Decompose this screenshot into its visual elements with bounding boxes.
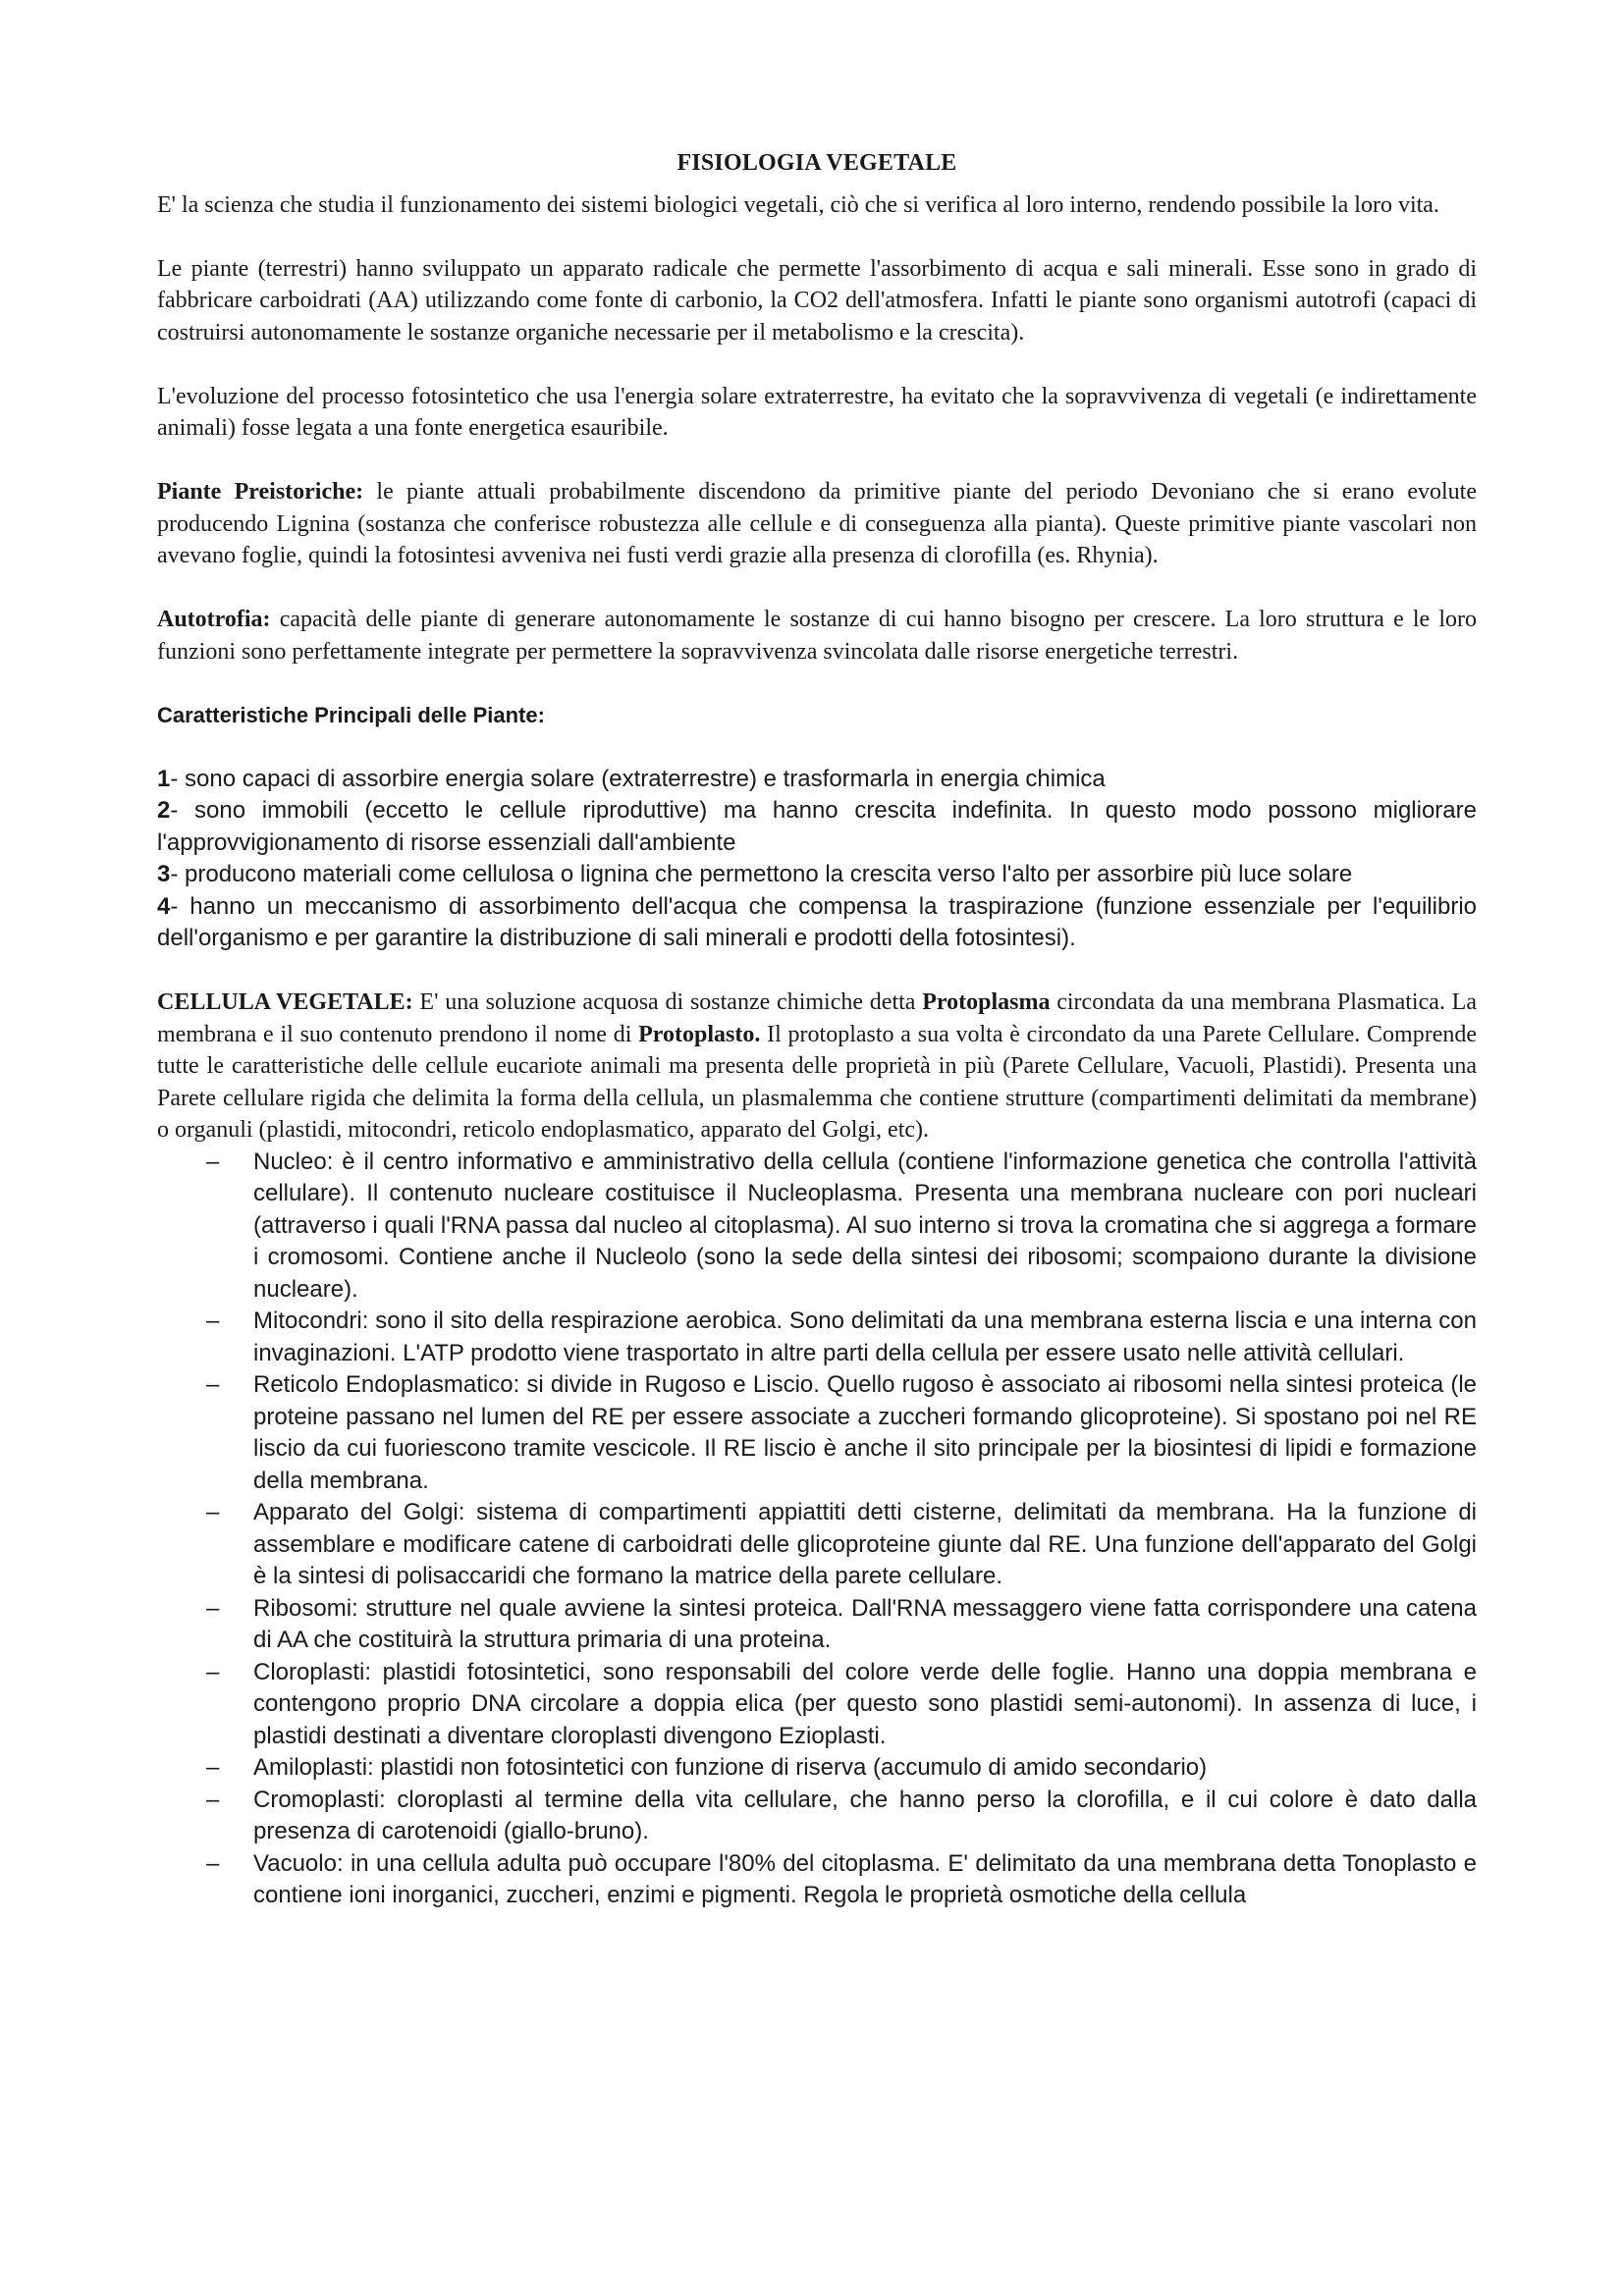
page-title: FISIOLOGIA VEGETALE — [676, 150, 957, 176]
organulo-item-ribosomi — [157, 1593, 1477, 1657]
caratteristica-text: - sono immobili (eccetto le cellule riproduttive) ma hanno crescita indefinita. In questo modo possono migliorare l'approvvigionamento di risorse essenziali dall'ambiente — [157, 797, 1477, 856]
piante-terrestri-paragraph: Le piante (terrestri) hanno sviluppato un apparato radicale che permette l'assorbimento di acqua e sali minerali. Esse sono in grado di fabbricare carboidrati (AA) utilizzando come fonte di carbonio, la CO2 dell'atmosfera. Infatti le piante sono organismi autotrofi (capaci di costruirsi autonomamente le sostanze organiche necessarie per il metabolismo e la crescita). — [157, 255, 1477, 346]
evoluzione-paragraph: L'evoluzione del processo fotosintetico che usa l'energia solare extraterrestre, ha evitato che la sopravvivenza di vegetali (e indirettamente animali) fosse legata a una fonte energetica esauribile. — [157, 383, 1477, 441]
cellula-text-2: circondata da una membrana Plasmatica. La membrana e il suo contenuto prendono il nome di — [157, 989, 1477, 1047]
caratteristica-text: - hanno un meccanismo di assorbimento dell'acqua che compensa la traspirazione (funzione essenziale per l'equilibrio dell'organismo e per garantire la distribuzione di sali minerali e prodotti della fotosintesi). — [157, 892, 1477, 951]
cellula-vegetale-paragraph — [157, 987, 1477, 1147]
document-page — [157, 147, 1477, 1912]
organulo-text: Apparato del Golgi: sistema di compartimenti appiattiti detti cisterne, delimitati da membrana. Ha la funzione di assemblare e modificare catene di carboidrati delle glicoproteine giunte dal RE. Una funzione dell'apparato del Golgi è la sintesi di polisaccaridi che formano la matrice della parete cellulare. — [253, 1499, 1477, 1589]
dash-bullet: – — [206, 1849, 220, 1877]
dash-bullet: – — [206, 1594, 220, 1622]
caratteristiche-list — [157, 764, 1477, 955]
organulo-item-mitocondri — [157, 1306, 1477, 1369]
caratteristiche-heading: Caratteristiche Principali delle Piante: — [157, 702, 545, 727]
autotrofia-label: Autotrofia: — [157, 607, 271, 632]
autotrofia-text: capacità delle piante di generare autonomamente le sostanze di cui hanno bisogno per crescere. La loro struttura e le loro funzioni sono perfettamente integrate per permettere la sopravvivenza svincolata dalle risorse energetiche terrestri. — [157, 607, 1477, 665]
protoplasto-term: Protoplasto. — [638, 1021, 761, 1047]
protoplasma-term: Protoplasma — [922, 989, 1051, 1015]
organulo-text: Vacuolo: in una cellula adulta può occupare l'80% del citoplasma. E' delimitato da una membrana detta Tonoplasto e contiene ioni inorganici, zuccheri, enzimi e pigmenti. Regola le proprietà osmotiche della cellula — [253, 1849, 1477, 1908]
organulo-item-amiloplasti — [157, 1752, 1477, 1785]
caratteristica-text: - sono capaci di assorbire energia solare (extraterrestre) e trasformarla in energia chimica — [170, 765, 1106, 792]
organuli-list — [157, 1147, 1477, 1912]
autotrofia-paragraph — [157, 604, 1477, 667]
intro-paragraph: E' la scienza che studia il funzionamento dei sistemi biologici vegetali, ciò che si verifica al loro interno, rendendo possibile la loro vita. — [157, 191, 1439, 218]
dash-bullet: – — [206, 1658, 220, 1685]
dash-bullet: – — [206, 1499, 220, 1525]
dash-bullet: – — [206, 1786, 220, 1813]
caratteristica-number: 2 — [157, 797, 171, 824]
caratteristica-number: 1 — [157, 765, 171, 792]
cellula-vegetale-label: CELLULA VEGETALE: — [157, 989, 413, 1015]
organulo-text: Nucleo: è il centro informativo e amministrativo della cellula (contiene l'informazione genetica che controlla l'attività cellulare). Il contenuto nucleare costituisce il Nucleoplasma. Presenta una membrana nucleare con pori nucleari (attraverso i quali l'RNA passa dal nucleo al citoplasma). Al suo interno si trova la cromatina che si aggrega a formare i cromosomi. Contiene anche il Nucleolo (sono la sede della sintesi dei ribosomi; scompaiono durante la divisione nucleare). — [253, 1148, 1477, 1303]
cellula-text-3: Il protoplasto a sua volta è circondato da una Parete Cellulare. Comprende tutte le caratteristiche delle cellule eucariote animali ma presenta delle proprietà in più (Parete Cellulare, Vacuoli, Plastidi). Presenta una Parete cellulare rigida che delimita la forma della cellula, un plasmalemma che contiene strutture (compartimenti delimitati da membrane) o organuli (plastidi, mitocondri, reticolo endoplasmatico, apparato del Golgi, etc). — [157, 1021, 1477, 1143]
piante-preistoriche-label: Piante Preistoriche: — [157, 479, 364, 505]
dash-bullet: – — [206, 1148, 220, 1175]
organulo-text: Ribosomi: strutture nel quale avviene la sintesi proteica. Dall'RNA messaggero viene fatta corrispondere una catena di AA che costituirà la struttura primaria di una proteina. — [253, 1594, 1477, 1653]
organulo-text: Amiloplasti: plastidi non fotosintetici con funzione di riserva (accumulo di amido secondario) — [253, 1754, 1208, 1781]
organulo-item-reticolo — [157, 1369, 1477, 1497]
organulo-text: Cromoplasti: cloroplasti al termine della vita cellulare, che hanno perso la clorofilla, e il cui colore è dato dalla presenza di carotenoidi (giallo-bruno). — [253, 1786, 1477, 1844]
caratteristica-text: - producono materiali come cellulosa o lignina che permettono la crescita verso l'alto per assorbire più luce solare — [170, 861, 1353, 887]
dash-bullet: – — [206, 1308, 220, 1334]
cellula-text-1: E' una soluzione acquosa di sostanze chimiche detta — [412, 989, 923, 1015]
organulo-item-vacuolo — [157, 1848, 1477, 1912]
caratteristica-item — [157, 795, 1477, 859]
organulo-text: Reticolo Endoplasmatico: si divide in Rugoso e Liscio. Quello rugoso è associato ai ribosomi nella sintesi proteica (le proteine passano nel lumen del RE per essere associate a zuccheri formando glicoproteine). Si spostano poi nel RE liscio da cui fuoriescono tramite vescicole. Il RE liscio è anche il sito principale per la biosintesi di lipidi e formazione della membrana. — [253, 1371, 1477, 1494]
caratteristica-number: 4 — [157, 892, 171, 920]
caratteristica-item — [157, 859, 1477, 891]
piante-preistoriche-paragraph — [157, 476, 1477, 572]
organulo-text: Cloroplasti: plastidi fotosintetici, sono responsabili del colore verde delle foglie. Hanno una doppia membrana e contengono proprio DNA circolare a doppia elica (per questo sono plastidi semi-autonomi). In assenza di luce, i plastidi destinati a diventare cloroplasti divengono Ezioplasti. — [253, 1658, 1477, 1749]
organulo-item-nucleo — [157, 1147, 1477, 1307]
organulo-item-cromoplasti — [157, 1785, 1477, 1848]
dash-bullet: – — [206, 1754, 220, 1781]
caratteristica-item — [157, 764, 1477, 796]
piante-preistoriche-text: le piante attuali probabilmente discendono da primitive piante del periodo Devoniano che si erano evolute producendo Lignina (sostanza che conferisce robustezza alle cellule e di conseguenza alla pianta). Queste primitive piante vascolari non avevano foglie, quindi la fotosintesi avveniva nei fusti verdi grazie alla presenza di clorofilla (es. Rhynia). — [157, 479, 1477, 568]
organulo-item-golgi — [157, 1497, 1477, 1593]
caratteristica-number: 3 — [157, 861, 171, 887]
dash-bullet: – — [206, 1371, 220, 1398]
organulo-item-cloroplasti — [157, 1657, 1477, 1753]
organulo-text: Mitocondri: sono il sito della respirazione aerobica. Sono delimitati da una membrana esterna liscia e una interna con invaginazioni. L'ATP prodotto viene trasportato in altre parti della cellula per essere usato nelle attività cellulari. — [253, 1308, 1477, 1366]
caratteristica-item — [157, 891, 1477, 955]
